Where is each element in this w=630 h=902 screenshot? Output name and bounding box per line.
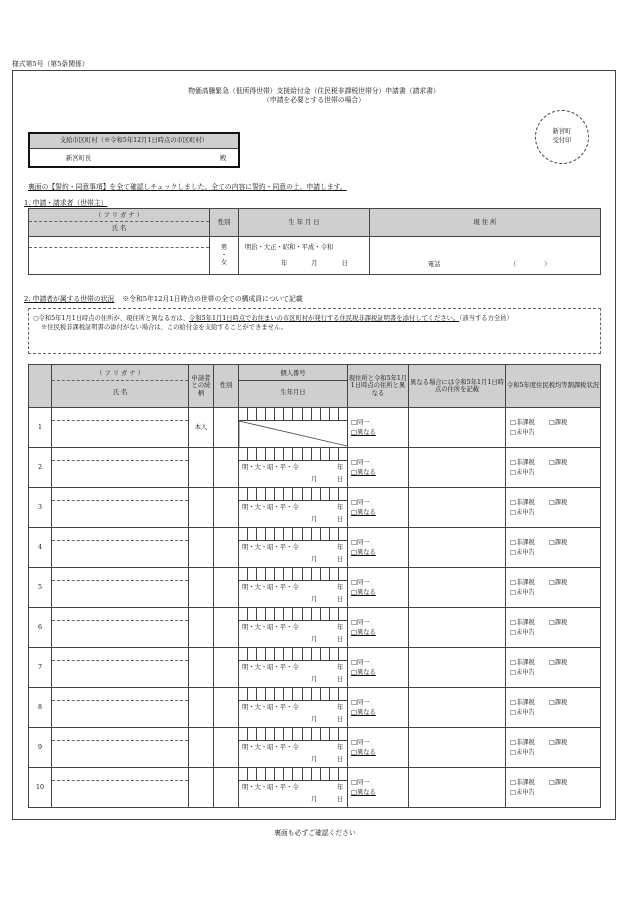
month-unit: 月	[311, 556, 318, 563]
tax-checkbox[interactable]: □課税	[548, 739, 568, 747]
year-unit: 年	[337, 664, 344, 671]
previous-address-field[interactable]	[409, 768, 506, 808]
same-address-options[interactable]	[348, 728, 409, 768]
member-gender[interactable]	[214, 408, 239, 448]
table-row	[29, 608, 601, 648]
household-table	[28, 364, 601, 808]
member-relation[interactable]	[189, 608, 214, 648]
id-number-boxes[interactable]	[239, 768, 347, 781]
row-number: 6	[29, 608, 52, 648]
same-address-options[interactable]	[348, 448, 409, 488]
member-relation[interactable]	[189, 768, 214, 808]
member-gender[interactable]	[214, 688, 239, 728]
member-name-field[interactable]	[52, 488, 189, 528]
same-checkbox[interactable]: □同一	[351, 579, 370, 587]
member-name-field[interactable]	[52, 608, 189, 648]
unfiled-checkbox[interactable]: □未申告	[510, 628, 535, 636]
phone-field[interactable]: （ ）	[510, 261, 551, 268]
different-checkbox[interactable]: □異なる	[351, 468, 376, 476]
phone-label: 電話	[428, 261, 441, 268]
era-options: 明・大・昭・平・令	[242, 504, 299, 511]
day-unit: 日	[337, 636, 344, 643]
tax-status-options[interactable]	[506, 768, 601, 808]
member-gender[interactable]	[214, 648, 239, 688]
previous-address-field[interactable]	[409, 528, 506, 568]
title-line2: （申請を必要とする世帯の場合）	[263, 96, 365, 105]
same-checkbox[interactable]: □同一	[351, 419, 370, 427]
member-name-field[interactable]	[52, 768, 189, 808]
tax-checkbox[interactable]: □課税	[548, 659, 568, 667]
footer-note: 裏面も必ずご確認ください	[274, 829, 356, 837]
section2-heading	[24, 293, 303, 303]
year-unit: 年	[337, 784, 344, 791]
notice-line2: ※住民税非課税証明書の添付がない場合は、この給付金を支給することができません。	[41, 324, 287, 332]
year-unit: 年	[337, 464, 344, 471]
row-number: 8	[29, 688, 52, 728]
era-options: 明治・大正・昭和・平成・令和	[245, 244, 334, 251]
unfiled-checkbox[interactable]: □未申告	[510, 508, 535, 516]
tax-checkbox[interactable]: □課税	[548, 779, 568, 787]
member-id-birthdate[interactable]	[239, 608, 348, 648]
member-gender[interactable]	[214, 728, 239, 768]
member-name-field[interactable]	[52, 528, 189, 568]
unfiled-checkbox[interactable]: □未申告	[510, 668, 535, 676]
member-relation[interactable]	[189, 488, 214, 528]
section1-title: 1. 申請・請求者（世帯主）	[24, 199, 108, 207]
different-checkbox[interactable]: □異なる	[351, 508, 376, 516]
birthdate-header: 生 年 月 日	[239, 209, 370, 237]
tax-status-options[interactable]	[506, 488, 601, 528]
era-options: 明・大・昭・平・令	[242, 704, 299, 711]
tax-checkbox[interactable]: □課税	[548, 579, 568, 587]
month-unit: 月	[311, 796, 318, 803]
id-number-boxes[interactable]	[239, 488, 347, 501]
same-checkbox[interactable]: □同一	[351, 659, 370, 667]
nontax-checkbox[interactable]: □非課税	[510, 699, 535, 707]
applicant-birthdate[interactable]	[239, 237, 370, 275]
same-address-options[interactable]	[348, 648, 409, 688]
same-checkbox[interactable]: □同一	[351, 539, 370, 547]
table-row	[29, 488, 601, 528]
different-checkbox[interactable]: □異なる	[351, 588, 376, 596]
different-checkbox[interactable]: □異なる	[351, 708, 376, 716]
member-id-birthdate[interactable]	[239, 408, 348, 448]
reception-stamp: 新宮町 受付印	[535, 110, 589, 164]
nontax-checkbox[interactable]: □非課税	[510, 779, 535, 787]
nontax-checkbox[interactable]: □非課税	[510, 419, 535, 427]
nontax-checkbox[interactable]: □非課税	[510, 459, 535, 467]
nontax-checkbox[interactable]: □非課税	[510, 499, 535, 507]
tax-checkbox[interactable]: □課税	[548, 699, 568, 707]
recipient-header: 支給市区町村（※令和5年12月1日時点の市区町村）	[30, 134, 238, 149]
section2-note: ※令和5年12月1日時点の世帯の全ての構成員について記載	[122, 295, 303, 303]
member-id-birthdate[interactable]	[239, 488, 348, 528]
day-unit: 日	[337, 796, 344, 803]
id-number-boxes[interactable]	[239, 688, 347, 701]
era-options: 明・大・昭・平・令	[242, 464, 299, 471]
table-row	[29, 528, 601, 568]
tax-status-options[interactable]	[506, 568, 601, 608]
previous-address-field[interactable]	[409, 568, 506, 608]
same-address-options[interactable]	[348, 528, 409, 568]
id-number-boxes[interactable]	[239, 648, 347, 661]
applicant-table	[28, 208, 601, 275]
nontax-checkbox[interactable]: □非課税	[510, 539, 535, 547]
diff-address-header: 異なる場合には令和5年1月1日時点の住所を記載	[409, 365, 506, 408]
era-options: 明・大・昭・平・令	[242, 584, 299, 591]
date-units: 年 月 日	[281, 260, 348, 267]
different-checkbox[interactable]: □異なる	[351, 428, 376, 436]
member-relation[interactable]	[189, 448, 214, 488]
month-unit: 月	[311, 476, 318, 483]
unfiled-checkbox[interactable]: □未申告	[510, 468, 535, 476]
unfiled-checkbox[interactable]: □未申告	[510, 548, 535, 556]
member-gender[interactable]	[214, 448, 239, 488]
different-checkbox[interactable]: □異なる	[351, 668, 376, 676]
table-row	[29, 728, 601, 768]
tax-checkbox[interactable]: □課税	[548, 499, 568, 507]
id-number-boxes[interactable]	[239, 608, 347, 621]
member-relation[interactable]	[189, 528, 214, 568]
day-unit: 日	[337, 716, 344, 723]
month-unit: 月	[311, 716, 318, 723]
same-address-header: 現住所と令和5年1月1日時点の住所と異なる	[348, 365, 409, 408]
table-row	[29, 768, 601, 808]
id-birthdate-header: 個人番号 生年月日	[239, 365, 348, 408]
member-id-birthdate[interactable]	[239, 568, 348, 608]
era-options: 明・大・昭・平・令	[242, 624, 299, 631]
table-row	[29, 568, 601, 608]
id-number-boxes[interactable]	[239, 568, 347, 581]
tax-status-options[interactable]	[506, 608, 601, 648]
day-unit: 日	[337, 516, 344, 523]
day-unit: 日	[337, 476, 344, 483]
row-number: 5	[29, 568, 52, 608]
same-address-options[interactable]	[348, 688, 409, 728]
year-unit: 年	[337, 544, 344, 551]
era-options: 明・大・昭・平・令	[242, 744, 299, 751]
address-header: 現 住 所	[370, 209, 601, 237]
form-number: 様式第5号（第5条関係）	[12, 60, 89, 68]
same-address-options[interactable]	[348, 768, 409, 808]
member-gender[interactable]	[214, 568, 239, 608]
unfiled-checkbox[interactable]: □未申告	[510, 748, 535, 756]
row-number: 9	[29, 728, 52, 768]
member-gender[interactable]	[214, 608, 239, 648]
first-row-diagonal	[239, 421, 347, 447]
furigana-header: （ フ リ ガ ナ ）	[95, 212, 143, 219]
member-name-field[interactable]	[52, 408, 189, 448]
same-checkbox[interactable]: □同一	[351, 459, 370, 467]
gender-header: 性別	[210, 209, 239, 237]
member-id-birthdate[interactable]	[239, 648, 348, 688]
recipient-honorific: 殿	[220, 155, 227, 162]
id-number-boxes[interactable]	[239, 728, 347, 741]
year-unit: 年	[337, 704, 344, 711]
member-id-birthdate[interactable]	[239, 688, 348, 728]
member-name-field[interactable]	[52, 728, 189, 768]
agreement-text: 裏面の【誓約・同意事項】を全て確認しチェックしました。全ての内容に誓約・同意の上、申請します。	[28, 183, 347, 191]
same-checkbox[interactable]: □同一	[351, 499, 370, 507]
applicant-gender[interactable]: 男 ・ 女	[210, 237, 239, 275]
recipient-name: 新宮町長	[66, 155, 92, 162]
day-unit: 日	[337, 596, 344, 603]
previous-address-field[interactable]	[409, 728, 506, 768]
table-row	[29, 448, 601, 488]
day-unit: 日	[337, 676, 344, 683]
member-name-field[interactable]	[52, 448, 189, 488]
nontax-checkbox[interactable]: □非課税	[510, 739, 535, 747]
id-number-boxes[interactable]	[239, 528, 347, 541]
unfiled-checkbox[interactable]: □未申告	[510, 588, 535, 596]
row-number: 4	[29, 528, 52, 568]
member-relation[interactable]	[189, 568, 214, 608]
household-gender-header: 性別	[214, 365, 239, 408]
id-number-boxes[interactable]	[239, 408, 347, 421]
day-unit: 日	[337, 556, 344, 563]
member-name-field[interactable]	[52, 688, 189, 728]
previous-address-field[interactable]	[409, 608, 506, 648]
applicant-name-field[interactable]	[29, 237, 210, 275]
row-number: 1	[29, 408, 52, 448]
id-number-boxes[interactable]	[239, 448, 347, 461]
different-checkbox[interactable]: □異なる	[351, 628, 376, 636]
month-unit: 月	[311, 516, 318, 523]
row-number: 7	[29, 648, 52, 688]
same-address-options[interactable]	[348, 488, 409, 528]
month-unit: 月	[311, 756, 318, 763]
year-unit: 年	[337, 744, 344, 751]
member-id-birthdate[interactable]	[239, 768, 348, 808]
tax-status-options[interactable]	[506, 688, 601, 728]
previous-address-field[interactable]	[409, 408, 506, 448]
same-checkbox[interactable]: □同一	[351, 739, 370, 747]
day-unit: 日	[337, 756, 344, 763]
previous-address-field[interactable]	[409, 688, 506, 728]
same-checkbox[interactable]: □同一	[351, 619, 370, 627]
same-checkbox[interactable]: □同一	[351, 779, 370, 787]
row-number: 3	[29, 488, 52, 528]
member-gender[interactable]	[214, 768, 239, 808]
member-id-birthdate[interactable]	[239, 528, 348, 568]
member-id-birthdate[interactable]	[239, 448, 348, 488]
member-gender[interactable]	[214, 528, 239, 568]
tax-status-options[interactable]	[506, 448, 601, 488]
same-checkbox[interactable]: □同一	[351, 699, 370, 707]
member-gender[interactable]	[214, 488, 239, 528]
same-address-options[interactable]	[348, 408, 409, 448]
era-options: 明・大・昭・平・令	[242, 784, 299, 791]
name-header: 氏 名	[29, 221, 209, 235]
previous-address-field[interactable]	[409, 448, 506, 488]
relation-header: 申請者との続柄	[189, 365, 214, 408]
previous-address-field[interactable]	[409, 488, 506, 528]
previous-address-field[interactable]	[409, 648, 506, 688]
month-unit: 月	[311, 596, 318, 603]
member-id-birthdate[interactable]	[239, 728, 348, 768]
tax-checkbox[interactable]: □課税	[548, 419, 568, 427]
member-relation[interactable]	[189, 648, 214, 688]
tax-checkbox[interactable]: □課税	[548, 619, 568, 627]
member-relation[interactable]	[189, 688, 214, 728]
applicant-address-field[interactable]	[370, 237, 601, 275]
tax-checkbox[interactable]: □課税	[548, 539, 568, 547]
tax-status-options[interactable]	[506, 528, 601, 568]
month-unit: 月	[311, 636, 318, 643]
household-name-header: （ フ リ ガ ナ ） 氏 名	[52, 365, 189, 408]
member-relation[interactable]	[189, 728, 214, 768]
tax-status-options[interactable]	[506, 728, 601, 768]
nontax-checkbox[interactable]: □非課税	[510, 659, 535, 667]
notice-box	[28, 308, 601, 354]
different-checkbox[interactable]: □異なる	[351, 748, 376, 756]
year-unit: 年	[337, 504, 344, 511]
year-unit: 年	[337, 624, 344, 631]
member-relation[interactable]: 本人	[189, 408, 214, 448]
unfiled-checkbox[interactable]: □未申告	[510, 428, 535, 436]
table-row	[29, 648, 601, 688]
table-row	[29, 408, 601, 448]
tax-checkbox[interactable]: □課税	[548, 459, 568, 467]
member-name-field[interactable]	[52, 568, 189, 608]
tax-status-options[interactable]	[506, 648, 601, 688]
applicant-name-header	[29, 209, 210, 237]
era-options: 明・大・昭・平・令	[242, 664, 299, 671]
tax-status-options[interactable]	[506, 408, 601, 448]
row-number-header	[29, 365, 52, 408]
notice-line1: ○令和5年1月1日時点の住所が、現住所と異なる方は、令和5年1月1日時点でお住まいの市区町村が発行する住民税非課税証明書を添付してください。（該当する方全員）	[33, 315, 513, 322]
tax-status-header: 令和5年度住民税均等割課税状況	[506, 365, 601, 408]
same-address-options[interactable]	[348, 608, 409, 648]
form-title	[12, 87, 616, 105]
year-unit: 年	[337, 584, 344, 591]
row-number: 2	[29, 448, 52, 488]
table-row	[29, 688, 601, 728]
row-number: 10	[29, 768, 52, 808]
era-options: 明・大・昭・平・令	[242, 544, 299, 551]
title-line1: 物価高騰緊急（低所得世帯）支援給付金（住民税非課税世帯分）申請書（請求書）	[188, 87, 440, 95]
member-name-field[interactable]	[52, 648, 189, 688]
section2-title: 2. 申請者が属する世帯の状況	[24, 295, 115, 303]
different-checkbox[interactable]: □異なる	[351, 788, 376, 796]
nontax-checkbox[interactable]: □非課税	[510, 619, 535, 627]
same-address-options[interactable]	[348, 568, 409, 608]
nontax-checkbox[interactable]: □非課税	[510, 579, 535, 587]
unfiled-checkbox[interactable]: □未申告	[510, 708, 535, 716]
month-unit: 月	[311, 676, 318, 683]
unfiled-checkbox[interactable]: □未申告	[510, 788, 535, 796]
recipient-box	[28, 132, 240, 168]
different-checkbox[interactable]: □異なる	[351, 548, 376, 556]
